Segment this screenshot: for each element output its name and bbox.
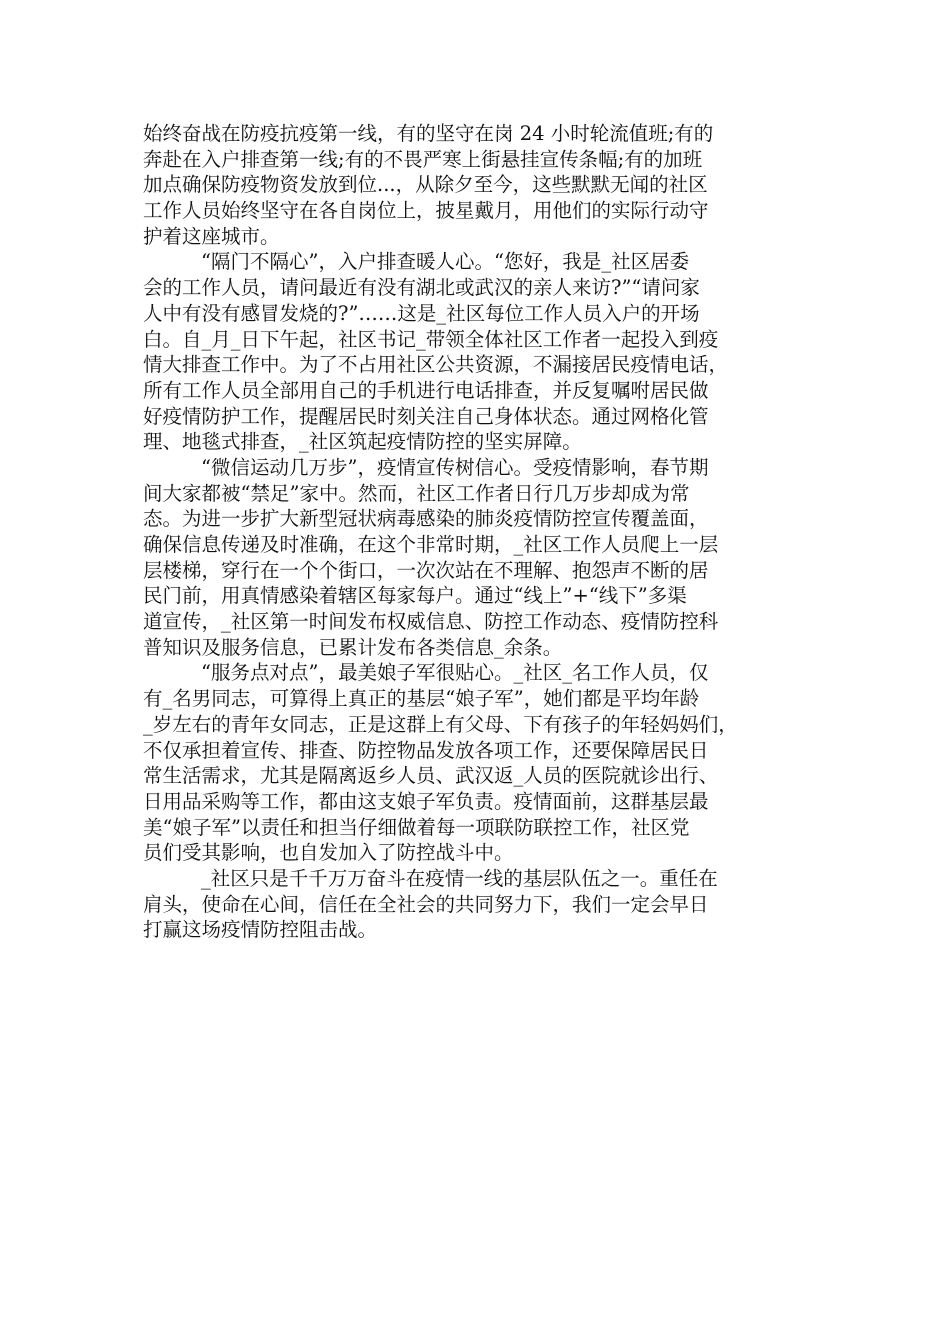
paragraph-line: 肩头，使命在心间，信任在全社会的共同努力下，我们一定会早日 (143, 892, 709, 916)
paragraph-line: 护着这座城市。 (143, 224, 280, 248)
paragraph (143, 455, 809, 661)
paragraph-line: 情大排查工作中。为了不占用社区公共资源，不漏接居民疫情电话， (143, 353, 729, 377)
paragraph-line: 工作人员始终坚守在各自岗位上，披星戴月，用他们的实际行动守 (143, 199, 709, 223)
paragraph-line: “隔门不隔心”，入户排查暖人心。“您好，我是_社区居委 (201, 250, 690, 274)
paragraph-line: “服务点对点”，最美娘子军很贴心。_社区_名工作人员，仅 (201, 661, 709, 685)
paragraph-line: 普知识及服务信息，已累计发布各类信息_余条。 (143, 635, 563, 659)
paragraph-line: 奔赴在入户排查第一线;有的不畏严寒上街悬挂宣传条幅;有的加班 (143, 147, 703, 171)
document-body (143, 121, 809, 943)
paragraph-line: 有_名男同志，可算得上真正的基层“娘子军”，她们都是平均年龄 (143, 687, 700, 711)
paragraph-line: 员们受其影响，也自发加入了防控战斗中。 (143, 841, 514, 865)
paragraph-line: 打赢这场疫情防控阻击战。 (143, 918, 378, 942)
paragraph-line: 态。为进一步扩大新型冠状病毒感染的肺炎疫情防控宣传覆盖面， (143, 507, 709, 531)
paragraph-line: 民门前，用真情感染着辖区每家每户。通过“线上”+“线下”多渠 (143, 584, 687, 608)
paragraph-line: 人中有没有感冒发烧的?”……这是_社区每位工作人员入户的开场 (143, 301, 700, 325)
paragraph-line: 间大家都被“禁足”家中。然而，社区工作者日行几万步却成为常 (143, 481, 690, 505)
paragraph-line: 所有工作人员全部用自己的手机进行电话排查，并反复嘱咐居民做 (143, 378, 709, 402)
paragraph-line: 好疫情防护工作，提醒居民时刻关注自己身体状态。通过网格化管 (143, 404, 709, 428)
paragraph (143, 121, 809, 249)
paragraph-line: 日用品采购等工作，都由这支娘子军负责。疫情面前，这群基层最 (143, 789, 709, 813)
paragraph-line: 加点确保防疫物资发放到位...，从除夕至今，这些默默无闻的社区 (143, 173, 708, 197)
paragraph-line: 会的工作人员，请问最近有没有湖北或武汉的亲人来访?”“请问家 (143, 276, 700, 300)
paragraph-line: _社区只是千千万万奋斗在疫情一线的基层队伍之一。重任在 (201, 866, 718, 890)
paragraph-line: 理、地毯式排查，_社区筑起疫情防控的坚实屏障。 (143, 430, 582, 454)
paragraph-line: 层楼梯，穿行在一个个街口，一次次站在不理解、抱怨声不断的居 (143, 558, 709, 582)
paragraph (143, 249, 809, 455)
paragraph-line: 白。自_月_日下午起，社区书记_带领全体社区工作者一起投入到疫 (143, 327, 719, 351)
paragraph-line: 道宣传，_社区第一时间发布权威信息、防控工作动态、疫情防控科 (143, 610, 719, 634)
paragraph-line: 始终奋战在防疫抗疫第一线，有的坚守在岗 24 小时轮流值班;有的 (143, 122, 714, 145)
paragraph (143, 660, 809, 866)
paragraph (143, 866, 809, 943)
paragraph-line: 不仅承担着宣传、排查、防控物品发放各项工作，还要保障居民日 (143, 738, 709, 762)
paragraph-line: “微信运动几万步”，疫情宣传树信心。受疫情影响，春节期 (201, 455, 709, 479)
paragraph-line: 美“娘子军”以责任和担当仔细做着每一项联防联控工作，社区党 (143, 815, 690, 839)
paragraph-line: _岁左右的青年女同志，正是这群上有父母、下有孩子的年轻妈妈们， (143, 712, 738, 736)
paragraph-line: 常生活需求，尤其是隔离返乡人员、武汉返_人员的医院就诊出行、 (143, 764, 719, 788)
paragraph-line: 确保信息传递及时准确，在这个非常时期，_社区工作人员爬上一层 (143, 533, 719, 556)
